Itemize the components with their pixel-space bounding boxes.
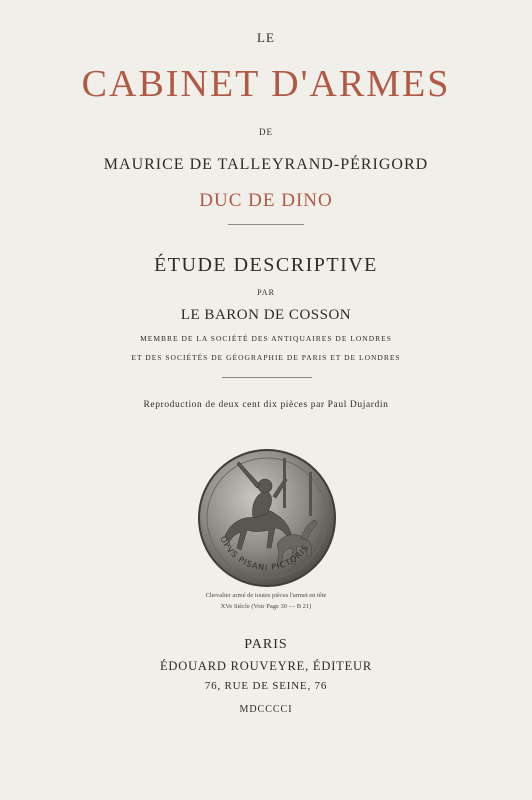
reproduction-note: Reproduction de deux cent dix pièces par Paul Dujardin (143, 400, 389, 410)
author-affiliation-2: ET DES SOCIÉTÉS DE GÉOGRAPHIE DE PARIS ET DE LONDRES (131, 353, 401, 362)
divider-rule (222, 377, 312, 378)
owner-name: MAURICE DE TALLEYRAND-PÉRIGORD (103, 156, 429, 173)
title-preposition: DE (259, 127, 273, 137)
title-article: LE (257, 30, 275, 45)
medal-illustration (197, 448, 337, 588)
imprint-year: MDCCCCI (239, 704, 293, 715)
author-name: LE BARON DE COSSON (180, 307, 352, 323)
illustration-caption-1: Chevalier armé de toutes pièces l'armet en tête (205, 592, 327, 599)
author-affiliation-1: MEMBRE DE LA SOCIÉTÉ DES ANTIQUAIRES DE LONDRES (140, 334, 392, 343)
main-title: CABINET D'ARMES (81, 63, 451, 105)
subtitle: ÉTUDE DESCRIPTIVE (154, 254, 378, 276)
by-label: PAR (257, 288, 275, 297)
illustration-caption-2: XVe Siècle (Voir Page 30 — B 21) (220, 603, 312, 610)
imprint-publisher: ÉDOUARD ROUVEYRE, ÉDITEUR (160, 659, 372, 673)
owner-title: DUC DE DINO (199, 190, 333, 211)
medal-inscription: OPVS PISANI PICTORIS (218, 534, 311, 573)
imprint-city: PARIS (244, 637, 288, 652)
imprint-address: 76, RUE DE SEINE, 76 (204, 680, 328, 692)
divider-rule (228, 224, 304, 225)
